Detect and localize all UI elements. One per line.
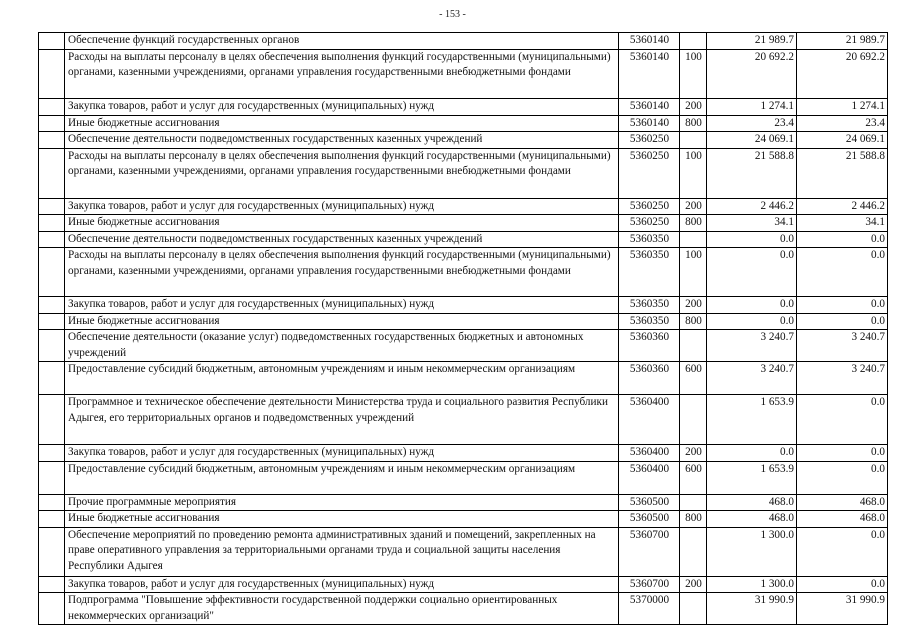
amount-cell: 0.0 (797, 395, 888, 445)
amount-cell: 0.0 (707, 445, 797, 462)
expense-name-cell: Программное и техническое обеспечение деятельности Министерства труда и социального развития Республики Адыгея, его территориальных органов и подведомственных учреждений (65, 395, 619, 445)
blank-cell (39, 445, 65, 462)
blank-cell (39, 297, 65, 314)
amount-cell: 21 989.7 (797, 33, 888, 50)
blank-cell (39, 461, 65, 494)
expense-name-cell: Предоставление субсидий бюджетным, автономным учреждениям и иным некоммерческим организациям (65, 362, 619, 395)
target-article-cell: 5360360 (619, 362, 680, 395)
expense-name-cell: Расходы на выплаты персоналу в целях обеспечения выполнения функций государственными (муниципальными) органами, казенными учреждениями, органами управления государственными внебюджетными фондами (65, 248, 619, 297)
blank-cell (39, 494, 65, 511)
blank-cell (39, 576, 65, 593)
blank-cell (39, 248, 65, 297)
amount-cell: 2 446.2 (707, 198, 797, 215)
expense-type-cell (680, 33, 707, 50)
target-article-cell: 5360400 (619, 395, 680, 445)
expense-name-cell: Расходы на выплаты персоналу в целях обеспечения выполнения функций государственными (муниципальными) органами, казенными учреждениями, органами управления государственными внебюджетными фондами (65, 49, 619, 98)
table-row (39, 248, 888, 297)
amount-cell: 468.0 (797, 511, 888, 528)
target-article-cell: 5360250 (619, 132, 680, 149)
page-number: - 153 - (439, 9, 466, 20)
expense-name-cell: Иные бюджетные ассигнования (65, 115, 619, 132)
expense-type-cell (680, 395, 707, 445)
amount-cell: 24 069.1 (797, 132, 888, 149)
expense-type-cell: 100 (680, 248, 707, 297)
blank-cell (39, 527, 65, 576)
table-row (39, 313, 888, 330)
amount-cell: 21 588.8 (707, 148, 797, 198)
amount-cell: 1 653.9 (707, 461, 797, 494)
target-article-cell: 5360350 (619, 248, 680, 297)
target-article-cell: 5360350 (619, 313, 680, 330)
table-row (39, 330, 888, 362)
blank-cell (39, 330, 65, 362)
expense-name-cell: Обеспечение деятельности подведомственных государственных казенных учреждений (65, 132, 619, 149)
amount-cell: 0.0 (707, 313, 797, 330)
expense-name-cell: Обеспечение мероприятий по проведению ремонта административных зданий и помещений, закрепленных на праве оперативного управления за территориальными органами труда и социальной защиты населения Республики Адыгея (65, 527, 619, 576)
blank-cell (39, 395, 65, 445)
expense-name-cell: Закупка товаров, работ и услуг для государственных (муниципальных) нужд (65, 98, 619, 115)
expense-name-cell: Обеспечение деятельности подведомственных государственных казенных учреждений (65, 231, 619, 248)
expense-type-cell: 800 (680, 115, 707, 132)
expense-name-cell: Расходы на выплаты персоналу в целях обеспечения выполнения функций государственными (муниципальными) органами, казенными учреждениями, органами управления государственными внебюджетными фондами (65, 148, 619, 198)
table-row (39, 527, 888, 576)
target-article-cell: 5360360 (619, 330, 680, 362)
table-row (39, 115, 888, 132)
amount-cell: 0.0 (797, 576, 888, 593)
amount-cell: 3 240.7 (707, 330, 797, 362)
amount-cell: 23.4 (797, 115, 888, 132)
expense-type-cell: 800 (680, 511, 707, 528)
table-row (39, 511, 888, 528)
blank-cell (39, 33, 65, 50)
table-row (39, 362, 888, 395)
blank-cell (39, 148, 65, 198)
amount-cell: 1 274.1 (707, 98, 797, 115)
target-article-cell: 5360400 (619, 445, 680, 462)
expense-name-cell: Предоставление субсидий бюджетным, автономным учреждениям и иным некоммерческим организациям (65, 461, 619, 494)
expense-type-cell: 200 (680, 576, 707, 593)
expense-type-cell (680, 527, 707, 576)
amount-cell: 0.0 (797, 248, 888, 297)
table-row (39, 198, 888, 215)
amount-cell: 1 274.1 (797, 98, 888, 115)
expense-type-cell: 800 (680, 313, 707, 330)
amount-cell: 3 240.7 (707, 362, 797, 395)
amount-cell: 0.0 (797, 313, 888, 330)
expense-type-cell (680, 494, 707, 511)
table-row (39, 297, 888, 314)
amount-cell: 2 446.2 (797, 198, 888, 215)
blank-cell (39, 313, 65, 330)
expense-name-cell: Обеспечение функций государственных органов (65, 33, 619, 50)
amount-cell: 24 069.1 (707, 132, 797, 149)
expense-type-cell (680, 330, 707, 362)
target-article-cell: 5360250 (619, 148, 680, 198)
blank-cell (39, 49, 65, 98)
amount-cell: 0.0 (707, 248, 797, 297)
expense-name-cell: Прочие программные мероприятия (65, 494, 619, 511)
blank-cell (39, 132, 65, 149)
table-row (39, 231, 888, 248)
blank-cell (39, 98, 65, 115)
amount-cell: 3 240.7 (797, 362, 888, 395)
table-row (39, 445, 888, 462)
amount-cell: 31 990.9 (707, 593, 797, 625)
target-article-cell: 5360140 (619, 33, 680, 50)
amount-cell: 0.0 (797, 231, 888, 248)
expense-name-cell: Закупка товаров, работ и услуг для государственных (муниципальных) нужд (65, 445, 619, 462)
target-article-cell: 5360350 (619, 231, 680, 248)
table-row (39, 49, 888, 98)
amount-cell: 20 692.2 (707, 49, 797, 98)
expense-name-cell: Закупка товаров, работ и услуг для государственных (муниципальных) нужд (65, 198, 619, 215)
table-row (39, 215, 888, 232)
target-article-cell: 5360140 (619, 49, 680, 98)
table-row (39, 395, 888, 445)
expense-type-cell: 800 (680, 215, 707, 232)
amount-cell: 0.0 (797, 461, 888, 494)
expense-type-cell: 600 (680, 362, 707, 395)
target-article-cell: 5360350 (619, 297, 680, 314)
target-article-cell: 5360700 (619, 576, 680, 593)
expense-type-cell: 200 (680, 445, 707, 462)
expense-type-cell: 200 (680, 297, 707, 314)
table-row (39, 33, 888, 50)
target-article-cell: 5360140 (619, 98, 680, 115)
amount-cell: 468.0 (707, 511, 797, 528)
expense-type-cell: 100 (680, 148, 707, 198)
expense-type-cell (680, 593, 707, 625)
expense-type-cell (680, 132, 707, 149)
expense-name-cell: Закупка товаров, работ и услуг для государственных (муниципальных) нужд (65, 576, 619, 593)
amount-cell: 0.0 (797, 297, 888, 314)
blank-cell (39, 198, 65, 215)
amount-cell: 34.1 (707, 215, 797, 232)
amount-cell: 1 300.0 (707, 576, 797, 593)
expense-type-cell: 200 (680, 98, 707, 115)
expense-name-cell: Иные бюджетные ассигнования (65, 313, 619, 330)
expense-type-cell: 600 (680, 461, 707, 494)
table-row (39, 132, 888, 149)
blank-cell (39, 215, 65, 232)
target-article-cell: 5360500 (619, 511, 680, 528)
amount-cell: 0.0 (707, 231, 797, 248)
target-article-cell: 5360140 (619, 115, 680, 132)
amount-cell: 3 240.7 (797, 330, 888, 362)
target-article-cell: 5360250 (619, 215, 680, 232)
expense-type-cell: 100 (680, 49, 707, 98)
amount-cell: 21 588.8 (797, 148, 888, 198)
amount-cell: 23.4 (707, 115, 797, 132)
expense-name-cell: Иные бюджетные ассигнования (65, 215, 619, 232)
target-article-cell: 5370000 (619, 593, 680, 625)
amount-cell: 0.0 (797, 527, 888, 576)
amount-cell: 31 990.9 (797, 593, 888, 625)
amount-cell: 1 653.9 (707, 395, 797, 445)
blank-cell (39, 115, 65, 132)
target-article-cell: 5360700 (619, 527, 680, 576)
expense-type-cell (680, 231, 707, 248)
amount-cell: 21 989.7 (707, 33, 797, 50)
amount-cell: 20 692.2 (797, 49, 888, 98)
table-row (39, 494, 888, 511)
amount-cell: 1 300.0 (707, 527, 797, 576)
budget-table (38, 32, 888, 625)
target-article-cell: 5360400 (619, 461, 680, 494)
table-row (39, 593, 888, 625)
amount-cell: 34.1 (797, 215, 888, 232)
table-row (39, 576, 888, 593)
amount-cell: 0.0 (707, 297, 797, 314)
blank-cell (39, 593, 65, 625)
expense-name-cell: Подпрограмма "Повышение эффективности государственной поддержки социально ориентированных некоммерческих организаций" (65, 593, 619, 625)
expense-name-cell: Иные бюджетные ассигнования (65, 511, 619, 528)
amount-cell: 468.0 (707, 494, 797, 511)
expense-name-cell: Обеспечение деятельности (оказание услуг) подведомственных государственных бюджетных и автономных учреждений (65, 330, 619, 362)
table-row (39, 461, 888, 494)
amount-cell: 468.0 (797, 494, 888, 511)
expense-name-cell: Закупка товаров, работ и услуг для государственных (муниципальных) нужд (65, 297, 619, 314)
blank-cell (39, 511, 65, 528)
table-row (39, 148, 888, 198)
amount-cell: 0.0 (797, 445, 888, 462)
target-article-cell: 5360500 (619, 494, 680, 511)
table-row (39, 98, 888, 115)
expense-type-cell: 200 (680, 198, 707, 215)
blank-cell (39, 231, 65, 248)
blank-cell (39, 362, 65, 395)
target-article-cell: 5360250 (619, 198, 680, 215)
